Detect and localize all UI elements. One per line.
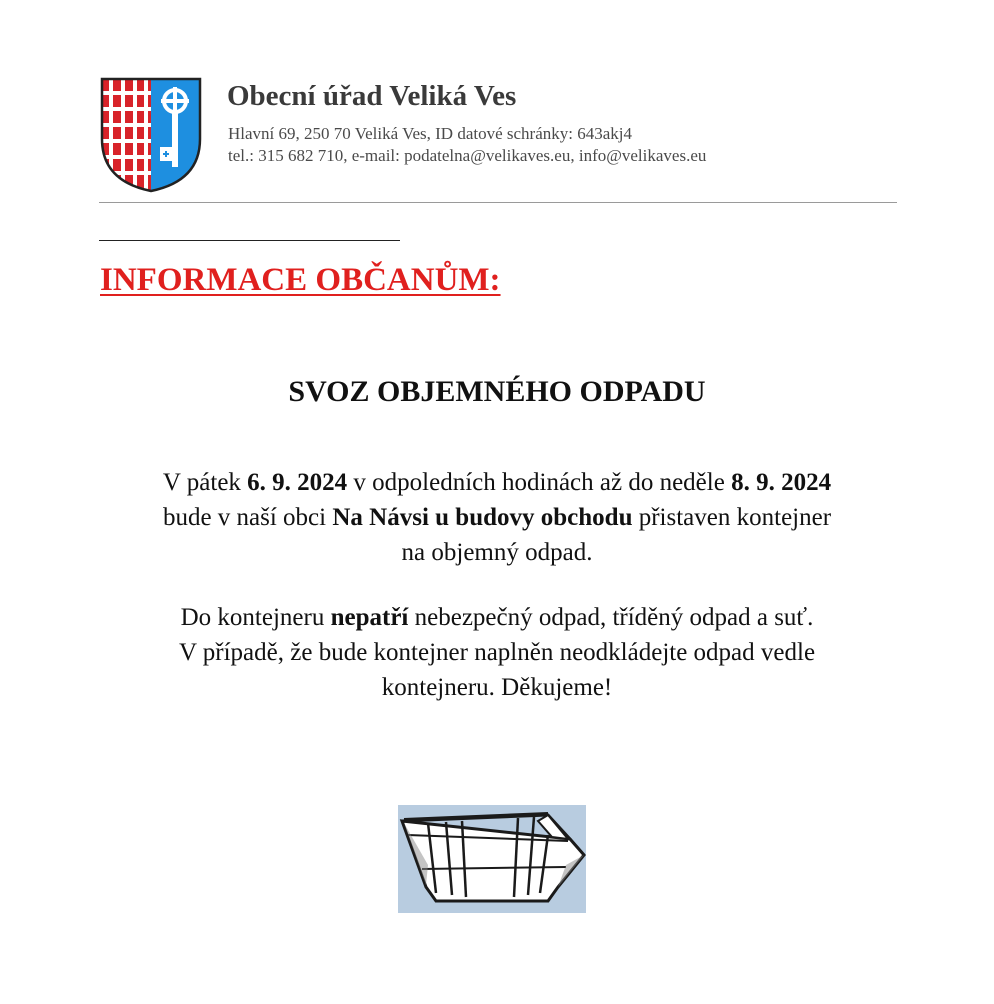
end-date: 8. 9. 2024 [731,469,832,496]
paragraph-line: V případě, že bude kontejner naplněn neodkládejte odpad vedle [178,639,816,666]
paragraph-line: kontejneru. Děkujeme! [381,674,613,701]
rules-paragraph [60,600,934,705]
page-title: SVOZ OBJEMNÉHO ODPADU [288,375,706,408]
org-address: Hlavní 69, 250 70 Veliká Ves, ID datové schránky: 643akj4 [228,124,632,143]
text-fragment: bude v naší obci [162,504,333,531]
emphasis: nepatří [330,604,409,631]
announcement-paragraph [60,465,934,570]
paragraph-line: na objemný odpad. [401,539,593,566]
skip-container-icon [398,805,586,913]
org-contact: tel.: 315 682 710, e-mail: podatelna@velikaves.eu, info@velikaves.eu [228,146,707,165]
text-fragment: nebezpečný odpad, tříděný odpad a suť. [408,604,814,631]
text-fragment: přistaven kontejner [632,504,832,531]
org-name: Obecní úřad Veliká Ves [227,80,517,112]
text-fragment: Do kontejneru [180,604,331,631]
paragraph-line [60,600,934,635]
text-fragment: v odpoledních hodinách až do neděle [347,469,732,496]
notice-heading: INFORMACE OBČANŮM: [100,262,501,298]
paragraph-line [60,465,934,500]
coat-of-arms-icon [100,77,202,193]
start-date: 6. 9. 2024 [247,469,348,496]
text-fragment: V pátek [162,469,248,496]
short-divider [99,240,400,241]
paragraph-line [60,500,934,535]
location: Na Návsi u budovy obchodu [332,504,633,531]
header-divider [99,202,897,203]
